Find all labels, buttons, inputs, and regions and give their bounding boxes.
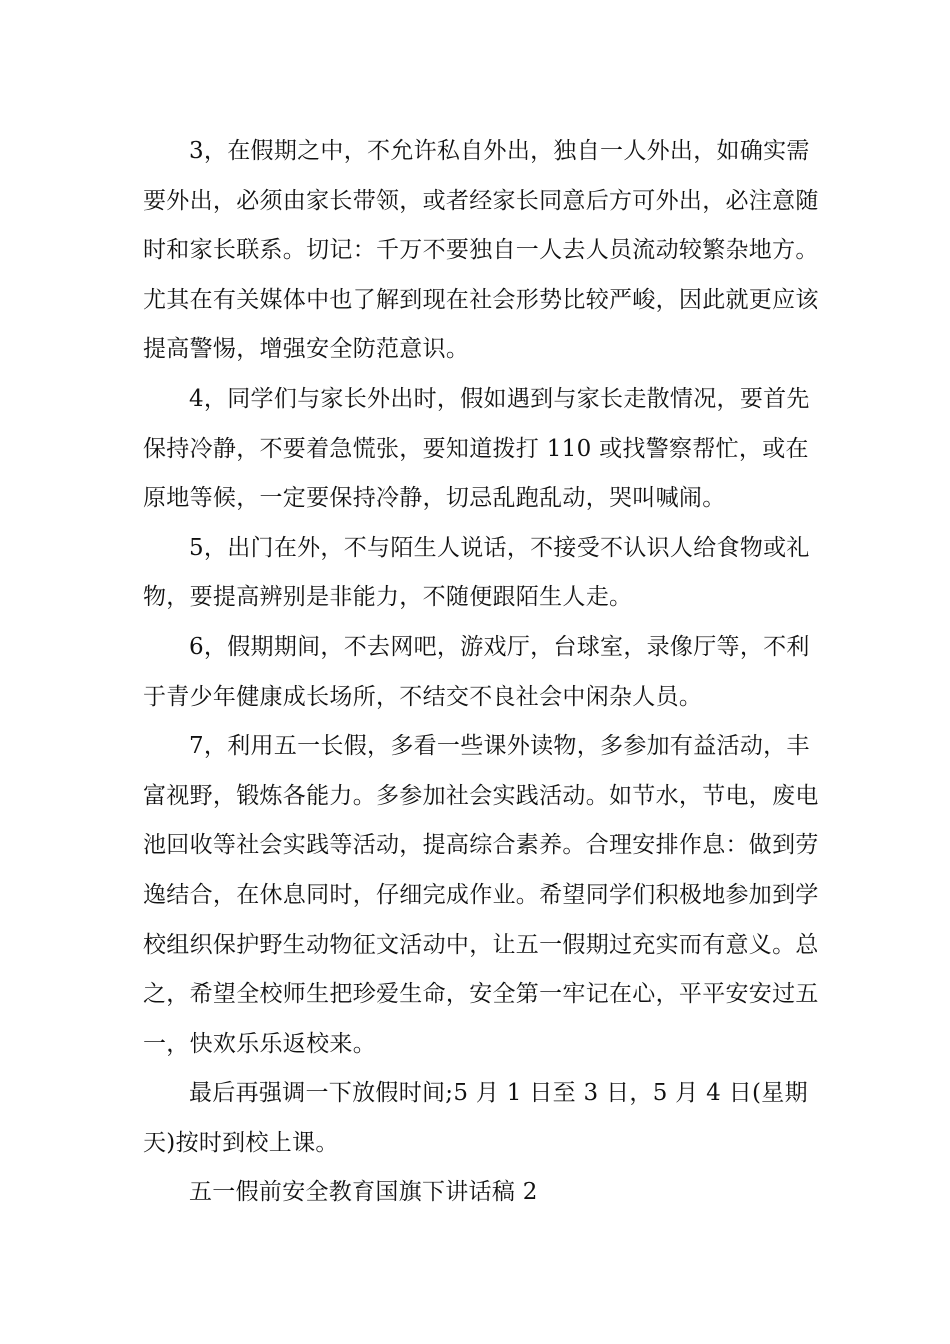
section-heading: 五一假前安全教育国旗下讲话稿 2	[189, 1179, 538, 1206]
document-body	[143, 127, 823, 1218]
paragraph-item-5: 5，出门在外，不与陌生人说话，不接受不认识人给食物或礼物，要提高辨别是非能力，不随便跟陌生人走。	[143, 534, 810, 611]
paragraph-item-4: 4，同学们与家长外出时，假如遇到与家长走散情况，要首先保持冷静，不要着急慌张，要知道拨打 110 或找警察帮忙，或在原地等候，一定要保持冷静，切忌乱跑乱动，哭叫喊闹。	[143, 385, 810, 512]
paragraph-item-7: 7，利用五一长假，多看一些课外读物，多参加有益活动，丰富视野，锻炼各能力。多参加社会实践活动。如节水，节电，废电池回收等社会实践等活动，提高综合素养。合理安排作息：做到劳逸结合，在休息同时，仔细完成作业。希望同学们积极地参加到学校组织保护野生动物征文活动中，让五一假期过充实而有意义。总之，希望全校师生把珍爱生命，安全第一牢记在心，平平安安过五一，快欢乐乐返校来。	[143, 733, 819, 1057]
paragraph-item-3: 3，在假期之中，不允许私自外出，独自一人外出，如确实需要外出，必须由家长带领，或者经家长同意后方可外出，必注意随时和家长联系。切记：千万不要独自一人去人员流动较繁杂地方。尤其在有关媒体中也了解到现在社会形势比较严峻，因此就更应该提高警惕，增强安全防范意识。	[143, 138, 819, 363]
paragraph-holiday-schedule: 最后再强调一下放假时间;5 月 1 日至 3 日，5 月 4 日(星期天)按时到校上课。	[143, 1080, 808, 1156]
paragraph-item-6: 6，假期期间，不去网吧，游戏厅，台球室，录像厅等，不利于青少年健康成长场所，不结交不良社会中闲杂人员。	[143, 633, 810, 710]
